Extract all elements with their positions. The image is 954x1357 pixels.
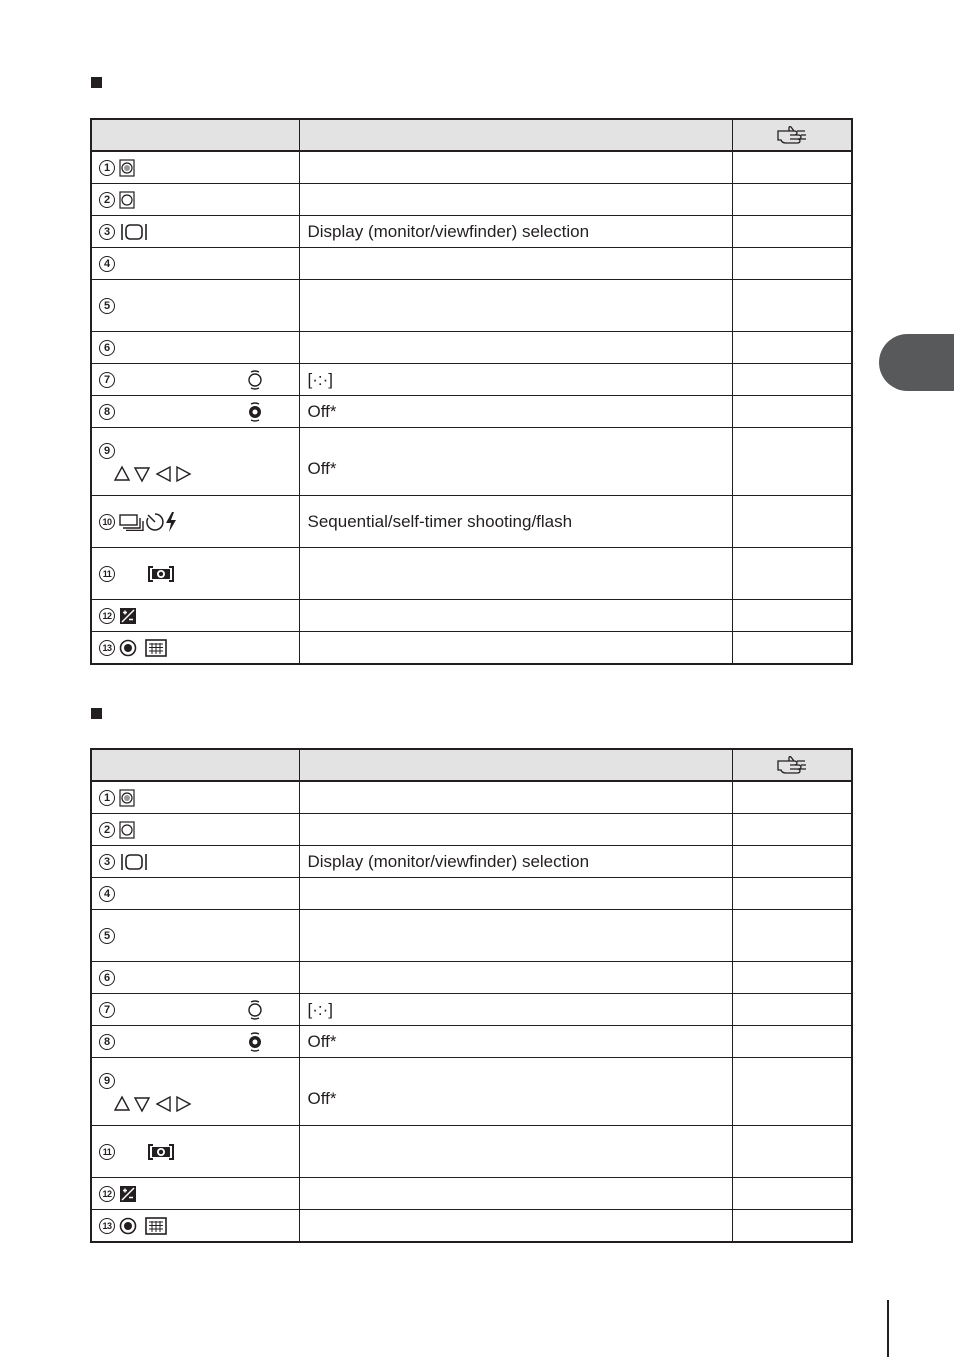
- item-cell: [91, 216, 299, 248]
- item-cell: [91, 600, 299, 632]
- grid-icon: [145, 1217, 167, 1235]
- section-bullet: [91, 708, 102, 719]
- reference-cell: [732, 548, 852, 600]
- item-number: 11: [99, 566, 115, 582]
- reference-cell: [732, 184, 852, 216]
- table-row: [91, 1210, 852, 1243]
- table-row: [91, 910, 852, 962]
- value-cell: [·:·]: [299, 364, 732, 396]
- item-cell: [91, 781, 299, 814]
- table-row: [91, 280, 852, 332]
- function-table-2: [90, 748, 853, 1243]
- exposure-comp-icon: [119, 1185, 137, 1203]
- item-number: 4: [99, 256, 115, 272]
- item-number: 10: [99, 514, 115, 530]
- highlight-tone-icon: [119, 159, 135, 177]
- table-row: [91, 878, 852, 910]
- reference-cell: [732, 878, 852, 910]
- value-cell: [299, 781, 732, 814]
- chapter-tab: [879, 334, 954, 391]
- item-number: 2: [99, 192, 115, 208]
- item-cell: [91, 496, 299, 548]
- arrow-keys-icon: [113, 1095, 299, 1113]
- item-cell: [91, 151, 299, 184]
- reference-cell: [732, 248, 852, 280]
- table-row: [91, 428, 852, 496]
- reference-cell: [732, 781, 852, 814]
- value-cell: [299, 1210, 732, 1243]
- value-cell: [299, 280, 732, 332]
- reference-cell: [732, 216, 852, 248]
- reference-cell: [732, 1126, 852, 1178]
- table-header: [91, 119, 852, 151]
- reference-cell: [732, 364, 852, 396]
- reference-cell: [732, 846, 852, 878]
- monitor-viewfinder-icon: [119, 853, 149, 871]
- item-number: 3: [99, 854, 115, 870]
- table-row: [91, 1178, 852, 1210]
- metering-icon: [147, 565, 175, 583]
- item-number: 12: [99, 1186, 115, 1202]
- value-cell: [299, 548, 732, 600]
- value-cell: [299, 632, 732, 665]
- item-number: 5: [99, 928, 115, 944]
- value-cell: [299, 878, 732, 910]
- reference-cell: [732, 151, 852, 184]
- value-cell: Display (monitor/viewfinder) selection: [299, 216, 732, 248]
- item-number: 4: [99, 886, 115, 902]
- sequential-icon: [119, 513, 145, 531]
- table-row: [91, 151, 852, 184]
- item-number: 5: [99, 298, 115, 314]
- hand-pointing-reference-icon: [733, 755, 852, 775]
- table-header: [91, 749, 852, 781]
- item-cell: [91, 428, 299, 496]
- reference-cell: [732, 1058, 852, 1126]
- af-target-icon: [245, 1000, 265, 1020]
- table-row: [91, 962, 852, 994]
- item-number: 1: [99, 160, 115, 176]
- item-cell: [91, 910, 299, 962]
- item-number: 8: [99, 404, 115, 420]
- header-cell: [91, 749, 299, 781]
- value-cell: [299, 962, 732, 994]
- table-row: [91, 632, 852, 665]
- value-cell: [299, 1178, 732, 1210]
- table-row: [91, 364, 852, 396]
- header-reference-cell: [732, 749, 852, 781]
- highlight-tone-icon: [119, 789, 135, 807]
- record-icon: [119, 639, 137, 657]
- item-number: 6: [99, 340, 115, 356]
- item-cell: [91, 396, 299, 428]
- value-cell: [299, 910, 732, 962]
- reference-cell: [732, 1210, 852, 1243]
- item-cell: [91, 994, 299, 1026]
- value-cell: Off*: [299, 428, 732, 496]
- value-cell: [299, 814, 732, 846]
- arrow-keys-icon: [113, 465, 299, 483]
- reference-cell: [732, 910, 852, 962]
- value-cell: [299, 1126, 732, 1178]
- reference-cell: [732, 396, 852, 428]
- item-number: 11: [99, 1144, 115, 1160]
- reference-cell: [732, 1178, 852, 1210]
- hand-pointing-reference-icon: [733, 125, 852, 145]
- reference-cell: [732, 632, 852, 665]
- header-cell: [299, 119, 732, 151]
- item-cell: [91, 280, 299, 332]
- header-cell: [91, 119, 299, 151]
- value-cell: Off*: [299, 396, 732, 428]
- item-cell: [91, 1026, 299, 1058]
- item-cell: [91, 184, 299, 216]
- monitor-viewfinder-icon: [119, 223, 149, 241]
- item-cell: [91, 1126, 299, 1178]
- value-cell: [299, 248, 732, 280]
- item-number: 12: [99, 608, 115, 624]
- item-number: 2: [99, 822, 115, 838]
- item-cell: [91, 962, 299, 994]
- item-cell: [91, 878, 299, 910]
- value-cell: Display (monitor/viewfinder) selection: [299, 846, 732, 878]
- reference-cell: [732, 496, 852, 548]
- item-number: 1: [99, 790, 115, 806]
- item-cell: [91, 332, 299, 364]
- value-cell: [299, 600, 732, 632]
- item-cell: [91, 248, 299, 280]
- reference-cell: [732, 600, 852, 632]
- value-cell: [299, 151, 732, 184]
- record-icon: [119, 1217, 137, 1235]
- value-cell: Sequential/self-timer shooting/flash: [299, 496, 732, 548]
- table-row: [91, 1026, 852, 1058]
- item-cell: [91, 1178, 299, 1210]
- table-row: [91, 496, 852, 548]
- item-number: 8: [99, 1034, 115, 1050]
- reference-cell: [732, 428, 852, 496]
- function-table-1: [90, 118, 853, 665]
- table-row: [91, 548, 852, 600]
- item-cell: [91, 548, 299, 600]
- value-cell: [·:·]: [299, 994, 732, 1026]
- grid-icon: [145, 639, 167, 657]
- item-number: 13: [99, 640, 115, 656]
- table-row: [91, 248, 852, 280]
- item-cell: [91, 846, 299, 878]
- table-row: [91, 1126, 852, 1178]
- exposure-comp-icon: [119, 607, 137, 625]
- table-row: [91, 846, 852, 878]
- page-divider-line: [887, 1300, 889, 1357]
- table-row: [91, 184, 852, 216]
- table-row: [91, 332, 852, 364]
- metering-icon: [147, 1143, 175, 1161]
- shadow-tone-icon: [119, 821, 135, 839]
- af-target-filled-icon: [245, 1032, 265, 1052]
- flash-icon: [165, 512, 177, 532]
- item-cell: [91, 814, 299, 846]
- value-cell: Off*: [299, 1026, 732, 1058]
- reference-cell: [732, 994, 852, 1026]
- item-number: 7: [99, 372, 115, 388]
- value-cell: [299, 184, 732, 216]
- table-row: [91, 216, 852, 248]
- reference-cell: [732, 962, 852, 994]
- table-row: [91, 600, 852, 632]
- table-row: [91, 781, 852, 814]
- reference-cell: [732, 332, 852, 364]
- table-row: [91, 814, 852, 846]
- shadow-tone-icon: [119, 191, 135, 209]
- table-row: [91, 994, 852, 1026]
- item-number: 7: [99, 1002, 115, 1018]
- af-target-icon: [245, 370, 265, 390]
- value-cell: [299, 332, 732, 364]
- reference-cell: [732, 814, 852, 846]
- self-timer-icon: [145, 512, 165, 532]
- reference-cell: [732, 1026, 852, 1058]
- header-cell: [299, 749, 732, 781]
- value-cell: Off*: [299, 1058, 732, 1126]
- af-target-filled-icon: [245, 402, 265, 422]
- item-number: 9: [99, 443, 115, 459]
- section-bullet: [91, 77, 102, 88]
- item-number: 6: [99, 970, 115, 986]
- table-row: [91, 396, 852, 428]
- item-cell: [91, 1058, 299, 1126]
- item-number: 9: [99, 1073, 115, 1089]
- item-number: 13: [99, 1218, 115, 1234]
- item-cell: [91, 364, 299, 396]
- table-row: [91, 1058, 852, 1126]
- item-number: 3: [99, 224, 115, 240]
- header-reference-cell: [732, 119, 852, 151]
- reference-cell: [732, 280, 852, 332]
- item-cell: [91, 632, 299, 665]
- item-cell: [91, 1210, 299, 1243]
